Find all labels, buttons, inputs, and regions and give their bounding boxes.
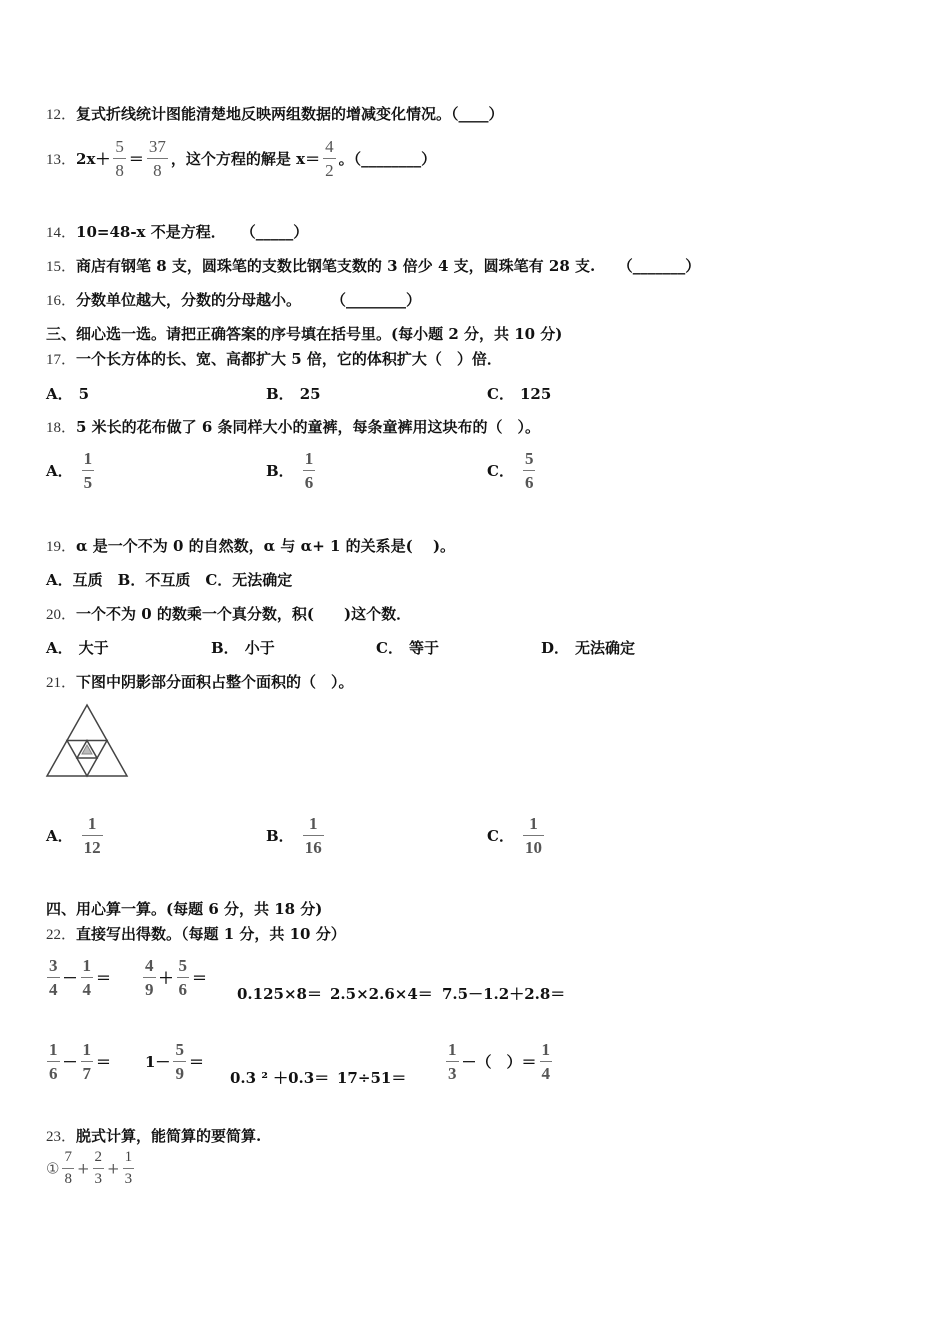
option-d: D． 无法确定 <box>541 639 636 657</box>
question-14: 14．10=48-x 不是方程． （_____） <box>46 223 309 241</box>
fraction: $\frac{1}{6}$ <box>304 449 314 492</box>
calc-item: $\frac{1}{6}$ － $\frac{1}{7}$ ＝ <box>49 1040 112 1083</box>
fraction: $\frac{1}{5}$ <box>83 449 93 492</box>
question-18: 18．5 米长的花布做了 6 条同样大小的童裤，每条童裤用这块布的（ ）。 <box>46 418 541 436</box>
calc-item: 17÷51＝ <box>337 1069 407 1087</box>
fraction: $\frac{1}{7}$ <box>82 1040 92 1083</box>
fraction: $\frac{1}{6}$ <box>49 1040 58 1083</box>
option-c: C． 等于 <box>376 639 439 657</box>
fraction: $\frac{1}{3}$ <box>124 1149 133 1187</box>
option-c: C． $\frac{5}{6}$ <box>487 449 534 492</box>
calc-item: 7.5－1.2＋2.8＝ <box>442 985 566 1003</box>
question-22: 22．直接写出得数。（每题 1 分，共 10 分） <box>46 925 346 943</box>
calc-item: 2.5×2.6×4＝ <box>330 985 433 1003</box>
calc-item: 0.125×8＝ <box>237 985 322 1003</box>
option-b: B． $\frac{1}{16}$ <box>266 814 322 857</box>
fraction: $\frac{37}{8}$ <box>148 137 166 180</box>
question-19-options: A．互质 B．不互质 C．无法确定 <box>46 571 293 589</box>
section-3-heading: 三、细心选一选。请把正确答案的序号填在括号里。(每小题 2 分，共 10 分) <box>46 325 563 343</box>
option-b: B． 25 <box>266 385 321 403</box>
calc-item: 0.3 ² ＋0.3＝ <box>230 1069 330 1087</box>
calc-item: $\frac{3}{4}$ － $\frac{1}{4}$ ＝ <box>49 956 112 999</box>
fraction: $\frac{1}{4}$ <box>82 956 92 999</box>
question-12: 12．复式折线统计图能清楚地反映两组数据的增减变化情况。（____） <box>46 105 504 123</box>
question-17: 17．一个长方体的长、宽、高都扩大 5 倍，它的体积扩大（ ）倍． <box>46 350 502 368</box>
fraction: $\frac{4}{9}$ <box>145 956 154 999</box>
fraction: $\frac{1}{3}$ <box>448 1040 457 1083</box>
question-15: 15．商店有钢笔 8 支，圆珠笔的支数比钢笔支数的 3 倍少 4 支，圆珠笔有 28 支. （_______） <box>46 257 701 275</box>
fraction: $\frac{3}{4}$ <box>49 956 58 999</box>
fraction: $\frac{5}{6}$ <box>524 449 534 492</box>
fraction: $\frac{5}{9}$ <box>175 1040 184 1083</box>
option-b: B． 小于 <box>211 639 275 657</box>
question-13: 13．2x＋ $\frac{5}{8}$ ＝ $\frac{37}{8}$ ，这个方程的解是 x＝ $\frac{4}{2}$ 。（________） <box>46 137 437 180</box>
option-a: A． 5 <box>46 385 90 403</box>
calc-item: $\frac{1}{3}$ －（ ）＝ $\frac{1}{4}$ <box>448 1040 551 1083</box>
option-b: B． $\frac{1}{6}$ <box>266 449 314 492</box>
question-21: 21．下图中阴影部分面积占整个面积的（ ）。 <box>46 673 354 691</box>
calc-item: ① $\frac{7}{8}$ + $\frac{2}{3}$ + $\frac{1}{3}$ <box>46 1149 133 1187</box>
fraction: $\frac{5}{6}$ <box>178 956 188 999</box>
option-a: A． $\frac{1}{12}$ <box>46 814 101 857</box>
fraction: $\frac{1}{12}$ <box>83 814 101 857</box>
nested-triangles-figure <box>44 702 130 780</box>
fraction: $\frac{2}{3}$ <box>94 1149 103 1187</box>
fraction: $\frac{7}{8}$ <box>64 1149 72 1187</box>
question-23: 23．脱式计算，能简算的要简算. <box>46 1127 262 1145</box>
option-c: C． 125 <box>487 385 552 403</box>
question-20: 20．一个不为 0 的数乘一个真分数，积( )这个数． <box>46 605 412 623</box>
fraction: $\frac{5}{8}$ <box>115 137 124 180</box>
fraction: $\frac{1}{4}$ <box>541 1040 551 1083</box>
calc-item: $\frac{4}{9}$ ＋ $\frac{5}{6}$ ＝ <box>145 956 208 999</box>
fraction: $\frac{1}{10}$ <box>524 814 542 857</box>
fraction: $\frac{4}{2}$ <box>325 137 334 180</box>
section-4-heading: 四、用心算一算。(每题 6 分，共 18 分) <box>46 900 323 918</box>
calc-item: 1－ $\frac{5}{9}$ ＝ <box>145 1040 204 1083</box>
option-a: A． $\frac{1}{5}$ <box>46 449 93 492</box>
question-19: 19．α 是一个不为 0 的自然数，α 与 α+ 1 的关系是( )。 <box>46 537 456 555</box>
question-16: 16．分数单位越大，分数的分母越小。 （________） <box>46 291 422 309</box>
option-c: C． $\frac{1}{10}$ <box>487 814 542 857</box>
option-a: A． 大于 <box>46 639 109 657</box>
fraction: $\frac{1}{16}$ <box>304 814 322 857</box>
